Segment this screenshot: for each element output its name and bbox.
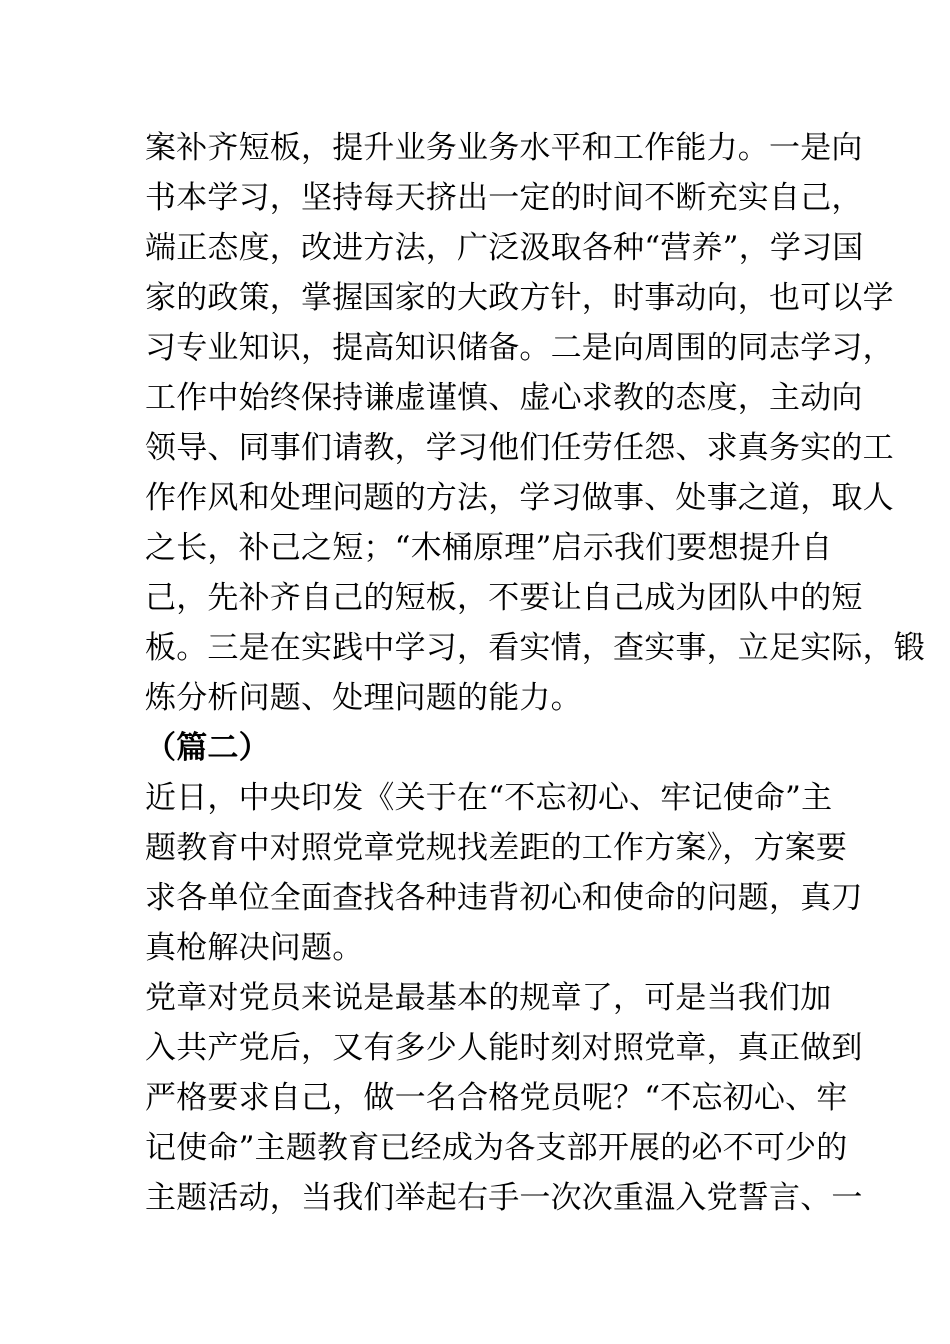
text-line: 之长，补己之短；“木桶原理”启示我们要想提升自: [145, 530, 833, 566]
text-line: 案补齐短板，提升业务业务水平和工作能力。一是向: [145, 130, 863, 166]
text-line: 作作风和处理问题的方法，学习做事、处事之道，取人: [145, 480, 894, 516]
text-line: 主题活动，当我们举起右手一次次重温入党誓言、一: [145, 1180, 863, 1216]
text-line: 板。三是在实践中学习，看实情，查实事，立足实际，锻: [145, 630, 925, 666]
text-line: 己，先补齐自己的短板，不要让自己成为团队中的短: [145, 580, 863, 616]
text-line: 题教育中对照党章党规找差距的工作方案》，方案要: [145, 830, 848, 866]
text-line: 炼分析问题、处理问题的能力。: [145, 680, 582, 716]
text-line: 入共产党后，又有多少人能时刻对照党章，真正做到: [145, 1030, 863, 1066]
text-line: 严格要求自己，做一名合格党员呢？“不忘初心、牢: [145, 1080, 848, 1116]
text-line: 端正态度，改进方法，广泛汲取各种“营养”，学习国: [145, 230, 864, 266]
text-line: 求各单位全面查找各种违背初心和使命的问题，真刀: [145, 880, 863, 916]
text-line: 习专业知识，提高知识储备。二是向周围的同志学习，: [145, 330, 894, 366]
text-line: 真枪解决问题。: [145, 930, 364, 966]
text-line: 家的政策，掌握国家的大政方针，时事动向，也可以学: [145, 280, 894, 316]
text-line: 书本学习，坚持每天挤出一定的时间不断充实自己，: [145, 180, 863, 216]
text-line: 工作中始终保持谦虚谨慎、虚心求教的态度，主动向: [145, 380, 863, 416]
section-heading: （篇二）: [145, 730, 270, 766]
text-line: 记使命”主题教育已经成为各支部开展的必不可少的: [145, 1130, 848, 1166]
text-line: 近日，中央印发《关于在“不忘初心、牢记使命”主: [145, 780, 833, 816]
text-line: 党章对党员来说是最基本的规章了，可是当我们加: [145, 980, 832, 1016]
text-line: 领导、同事们请教，学习他们任劳任怨、求真务实的工: [145, 430, 894, 466]
